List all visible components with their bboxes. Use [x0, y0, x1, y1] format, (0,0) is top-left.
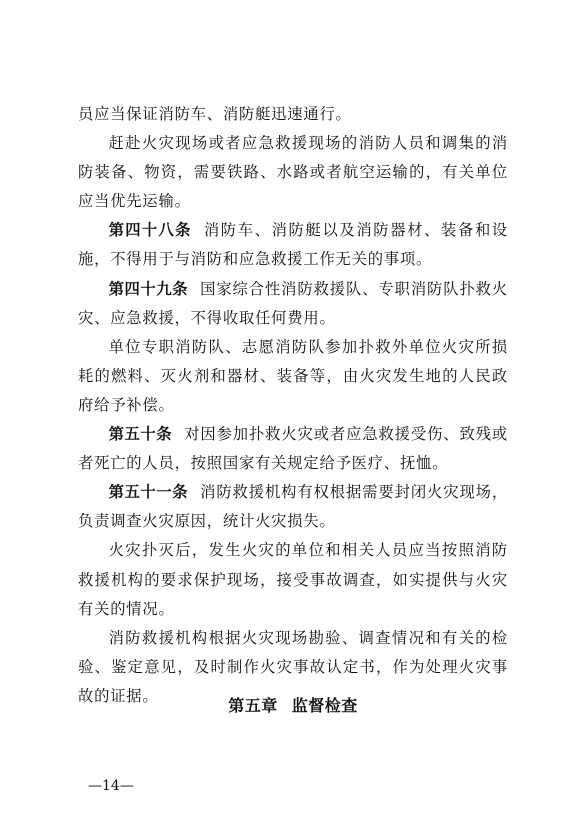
paragraph — [78, 129, 508, 216]
article-49 — [78, 275, 508, 333]
chapter-number: 第五章 — [228, 696, 278, 715]
article-50 — [78, 420, 508, 478]
paragraph-text: 消防救援机构根据火灾现场勘验、调查情况和有关的检验、鉴定意见，及时制作火灾事故认定书，作为处理火灾事故的证据。 — [78, 628, 508, 705]
paragraph-text: 单位专职消防队、志愿消防队参加扑救外单位火灾所损耗的燃料、灭火剂和器材、装备等，由火灾发生地的人民政府给予补偿。 — [78, 337, 508, 414]
article-number: 第五十一条 — [108, 483, 189, 502]
paragraph-text: 火灾扑灭后，发生火灾的单位和相关人员应当按照消防救援机构的要求保护现场，接受事故调查，如实提供与火灾有关的情况。 — [78, 541, 508, 618]
body-text — [78, 100, 508, 711]
paragraph-text: 对因参加扑救火灾或者应急救援受伤、致残或者死亡的人员，按照国家有关规定给予医疗、抚恤。 — [78, 425, 508, 473]
article-number: 第四十八条 — [108, 221, 192, 240]
paragraph-text: 员应当保证消防车、消防艇迅速通行。 — [78, 105, 352, 123]
article-number: 第四十九条 — [108, 279, 189, 298]
paragraph-continuation — [78, 100, 508, 129]
article-48 — [78, 216, 508, 274]
chapter-heading — [78, 694, 508, 718]
page-number: —14— — [88, 778, 134, 794]
paragraph — [78, 333, 508, 420]
article-51 — [78, 478, 508, 536]
paragraph-text: 赶赴火灾现场或者应急救援现场的消防人员和调集的消防装备、物资，需要铁路、水路或者航空运输的，有关单位应当优先运输。 — [78, 134, 508, 211]
paragraph — [78, 536, 508, 623]
paragraph-text: 消防救援机构有权根据需要封闭火灾现场，负责调查火灾原因，统计火灾损失。 — [78, 483, 508, 531]
paragraph-text: 国家综合性消防救援队、专职消防队扑救火灾、应急救援，不得收取任何费用。 — [78, 279, 508, 327]
paragraph-text: 消防车、消防艇以及消防器材、装备和设施，不得用于与消防和应急救援工作无关的事项。 — [78, 221, 508, 269]
chapter-title: 监督检查 — [291, 696, 358, 715]
article-number: 第五十条 — [108, 425, 173, 444]
